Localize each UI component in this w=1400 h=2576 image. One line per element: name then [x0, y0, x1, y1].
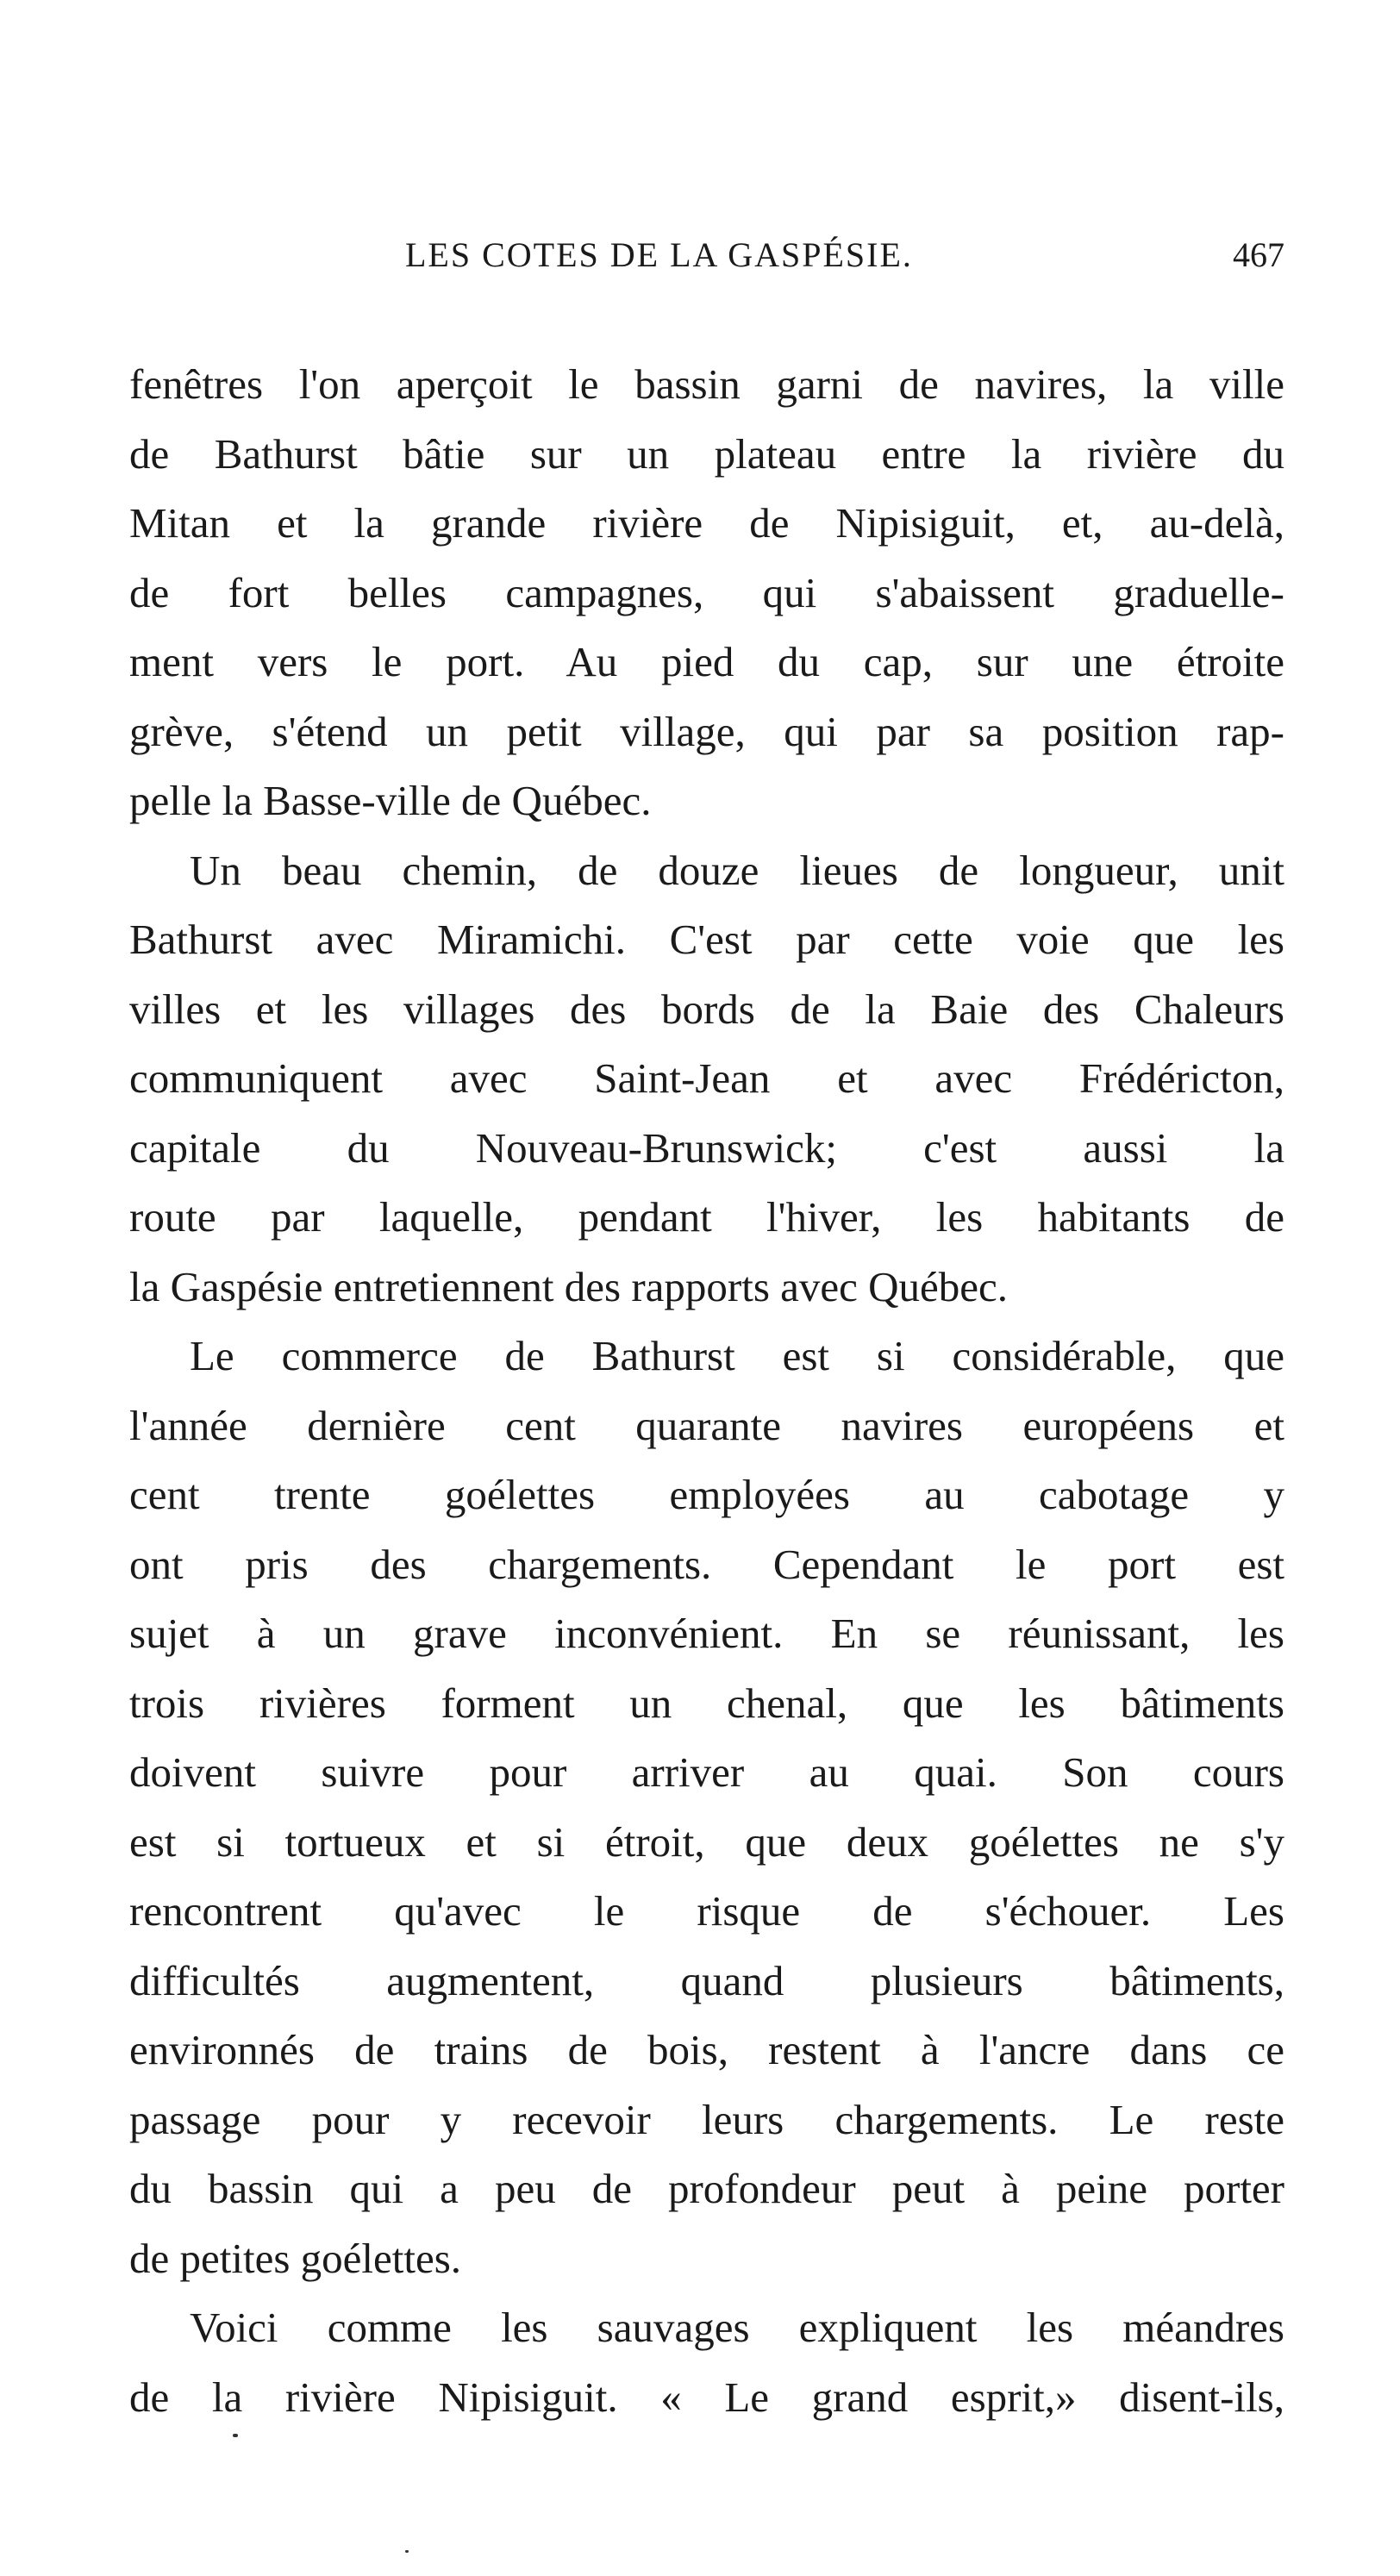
text-line: environnés de trains de bois, restent à l'ancre dans ce [129, 2026, 1284, 2073]
text-line: Le commerce de Bathurst est si considérable, que [190, 1332, 1284, 1379]
text-line: fenêtres l'on aperçoit le bassin garni de navires, la ville [129, 360, 1284, 408]
text-line: ont pris des chargements. Cependant le port est [129, 1540, 1284, 1588]
paragraph-4 [129, 2293, 1284, 2432]
text-line: trois rivières forment un chenal, que les bâtiments [129, 1679, 1284, 1727]
text-line: doivent suivre pour arriver au quai. Son cours [129, 1748, 1284, 1796]
text-line: est si tortueux et si étroit, que deux goélettes ne s'y [129, 1817, 1284, 1866]
text-line: cent trente goélettes employées au cabotage y [129, 1471, 1284, 1518]
page-number: 467 [1233, 235, 1284, 274]
body-text [129, 350, 1284, 2432]
paragraph-3 [129, 1322, 1284, 2293]
print-speck [233, 2434, 238, 2437]
text-line: de Bathurst bâtie sur un plateau entre la rivière du [129, 429, 1284, 478]
text-line: passage pour y recevoir leurs chargements. Le reste [129, 2095, 1284, 2143]
text-line: de petites goélettes. [129, 2234, 462, 2282]
text-line: de la rivière Nipisiguit. « Le grand esprit,» disent-ils, [129, 2373, 1284, 2421]
text-line: difficultés augmentent, quand plusieurs bâtiments, [129, 1956, 1284, 2004]
text-line: ment vers le port. Au pied du cap, sur une étroite [129, 638, 1284, 685]
text-line: sujet à un grave inconvénient. En se réunissant, les [129, 1610, 1284, 1657]
text-line: Un beau chemin, de douze lieues de longueur, unit [190, 846, 1284, 894]
text-line: Bathurst avec Miramichi. C'est par cette voie que les [129, 916, 1284, 963]
text-line: l'année dernière cent quarante navires européens et [129, 1401, 1284, 1449]
text-line: grève, s'étend un petit village, qui par sa position rap- [129, 707, 1284, 755]
text-line: rencontrent qu'avec le risque de s'échouer. Les [129, 1887, 1284, 1935]
text-line: du bassin qui a peu de profondeur peut à peine porter [129, 2165, 1284, 2212]
running-head [129, 234, 1284, 286]
text-line: pelle la Basse-ville de Québec. [129, 777, 652, 824]
text-line: la Gaspésie entretiennent des rapports avec Québec. [129, 1262, 1009, 1310]
text-line: route par laquelle, pendant l'hiver, les habitants de [129, 1193, 1284, 1241]
text-line: Voici comme les sauvages expliquent les méandres [190, 2304, 1284, 2351]
text-line: de fort belles campagnes, qui s'abaissent graduelle- [129, 568, 1284, 616]
text-line: communiquent avec Saint-Jean et avec Frédéricton, [129, 1054, 1284, 1102]
text-line: capitale du Nouveau-Brunswick; c'est aussi la [129, 1123, 1284, 1172]
paragraph-2 [129, 836, 1284, 1322]
text-line: villes et les villages des bords de la Baie des Chaleurs [129, 985, 1284, 1033]
text-line: Mitan et la grande rivière de Nipisiguit, et, au-delà, [129, 499, 1284, 547]
running-title: LES COTES DE LA GASPÉSIE. [405, 235, 913, 274]
print-speck [405, 2550, 409, 2553]
paragraph-1 [129, 350, 1284, 836]
